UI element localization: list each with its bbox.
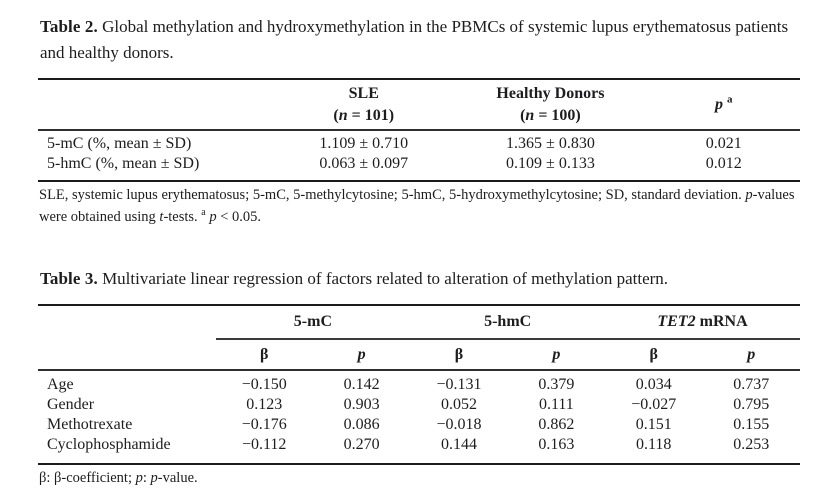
table-cell: −0.018 (436, 416, 482, 433)
table-cell: 1.365 ± 0.830 (506, 135, 595, 152)
p-column-header: p (313, 339, 410, 370)
table-cell: −0.176 (241, 416, 287, 433)
table3 (38, 304, 800, 465)
table-cell: 0.151 (635, 416, 672, 433)
table-row (38, 415, 800, 435)
table2-header-hd-line1: Healthy Donors (496, 85, 605, 102)
table2-header-sle (274, 79, 453, 130)
table-cell: 0.012 (705, 155, 742, 172)
table2-header (38, 79, 800, 130)
row-label: 5-mC (%, mean ± SD) (47, 135, 192, 152)
table2-header-hd-line2: (n = 100) (520, 107, 581, 124)
table2 (38, 78, 800, 182)
table-cell: 0.086 (343, 416, 380, 433)
table3-group-5hmc: 5-hmC (410, 305, 605, 339)
table-cell: 0.063 ± 0.097 (319, 155, 409, 172)
table2-header-sle-line1: SLE (348, 85, 379, 102)
table2-header-p: p $^a$ (648, 79, 800, 130)
table-cell: 0.111 (538, 396, 574, 413)
table3-group-tet2-mrna: TET2 mRNA (605, 305, 800, 339)
table-cell: 0.862 (538, 416, 575, 433)
superscript-a: a (727, 93, 733, 106)
row-label: 5-hmC (%, mean ± SD) (47, 155, 200, 172)
table-cell: 0.270 (343, 436, 380, 453)
row-label: Methotrexate (47, 416, 133, 433)
table2-caption-label: Table 2. (40, 17, 98, 36)
section-spacer (38, 228, 800, 266)
table-cell: −0.112 (242, 436, 287, 453)
table3-footnote: β: β-coefficient; p: p-value. (39, 470, 198, 486)
table-row (38, 370, 800, 395)
table-cell: 0.737 (733, 376, 770, 393)
table-cell: 0.118 (636, 436, 672, 453)
table3-caption-text: Multivariate linear regression of factors related to alteration of methylation pattern. (102, 269, 669, 288)
table2-caption-text: Global methylation and hydroxymethylation in the PBMCs of systemic lupus erythematosus patients and healthy donors. (40, 17, 789, 62)
table-cell: 0.123 (246, 396, 283, 413)
table3-group-5mc: 5-mC (216, 305, 411, 339)
table2-body (38, 130, 800, 181)
table-row (38, 435, 800, 464)
table2-caption (40, 14, 798, 66)
table2-footnote: SLE, systemic lupus erythematosus; 5-mC, 5-methylcytosine; 5-hmC, 5-hydroxymethylcytosine; SD, standard deviation. p-values were obtained using t-tests. $^a$ p < 0.05. (39, 187, 795, 225)
table-row (38, 395, 800, 415)
p-column-header: p (508, 339, 605, 370)
table-cell: 0.903 (343, 396, 380, 413)
table2-header-empty (38, 79, 274, 130)
table-cell: 0.163 (538, 436, 575, 453)
table-cell: 0.034 (635, 376, 672, 393)
table-cell: −0.150 (241, 376, 287, 393)
table3-caption-label: Table 3. (40, 269, 98, 288)
beta-column-header: β (216, 339, 313, 370)
p-column-header: p (702, 339, 800, 370)
beta-column-header: β (605, 339, 702, 370)
row-label: Gender (47, 396, 95, 413)
table2-header-row (38, 79, 800, 130)
table-cell: 0.155 (733, 416, 770, 433)
table3-body (38, 370, 800, 464)
row-label: Cyclophosphamide (47, 436, 171, 453)
superscript-a: a (201, 206, 206, 218)
table3-group-row (38, 305, 800, 339)
table2-section (38, 14, 800, 228)
table3-header (38, 305, 800, 370)
table3-header-empty (38, 305, 216, 370)
table-cell: 0.795 (733, 396, 770, 413)
table-cell: 0.144 (440, 436, 477, 453)
table-cell: 0.052 (440, 396, 477, 413)
table-cell: 0.379 (538, 376, 575, 393)
table-cell: 1.109 ± 0.710 (319, 135, 409, 152)
table3-caption (40, 266, 798, 292)
table3-section (38, 266, 800, 490)
row-label: Age (47, 376, 74, 393)
table-row (38, 130, 800, 154)
table-cell: −0.131 (436, 376, 482, 393)
table-cell: 0.253 (733, 436, 770, 453)
table-cell: 0.021 (705, 135, 742, 152)
beta-column-header: β (410, 339, 507, 370)
table2-header-sle-line2: (n = 101) (333, 107, 395, 124)
table-cell: −0.027 (631, 396, 677, 413)
table2-header-healthy-donors (453, 79, 647, 130)
table-cell: 0.142 (343, 376, 380, 393)
table-cell: 0.109 ± 0.133 (506, 155, 595, 172)
table-row (38, 154, 800, 181)
